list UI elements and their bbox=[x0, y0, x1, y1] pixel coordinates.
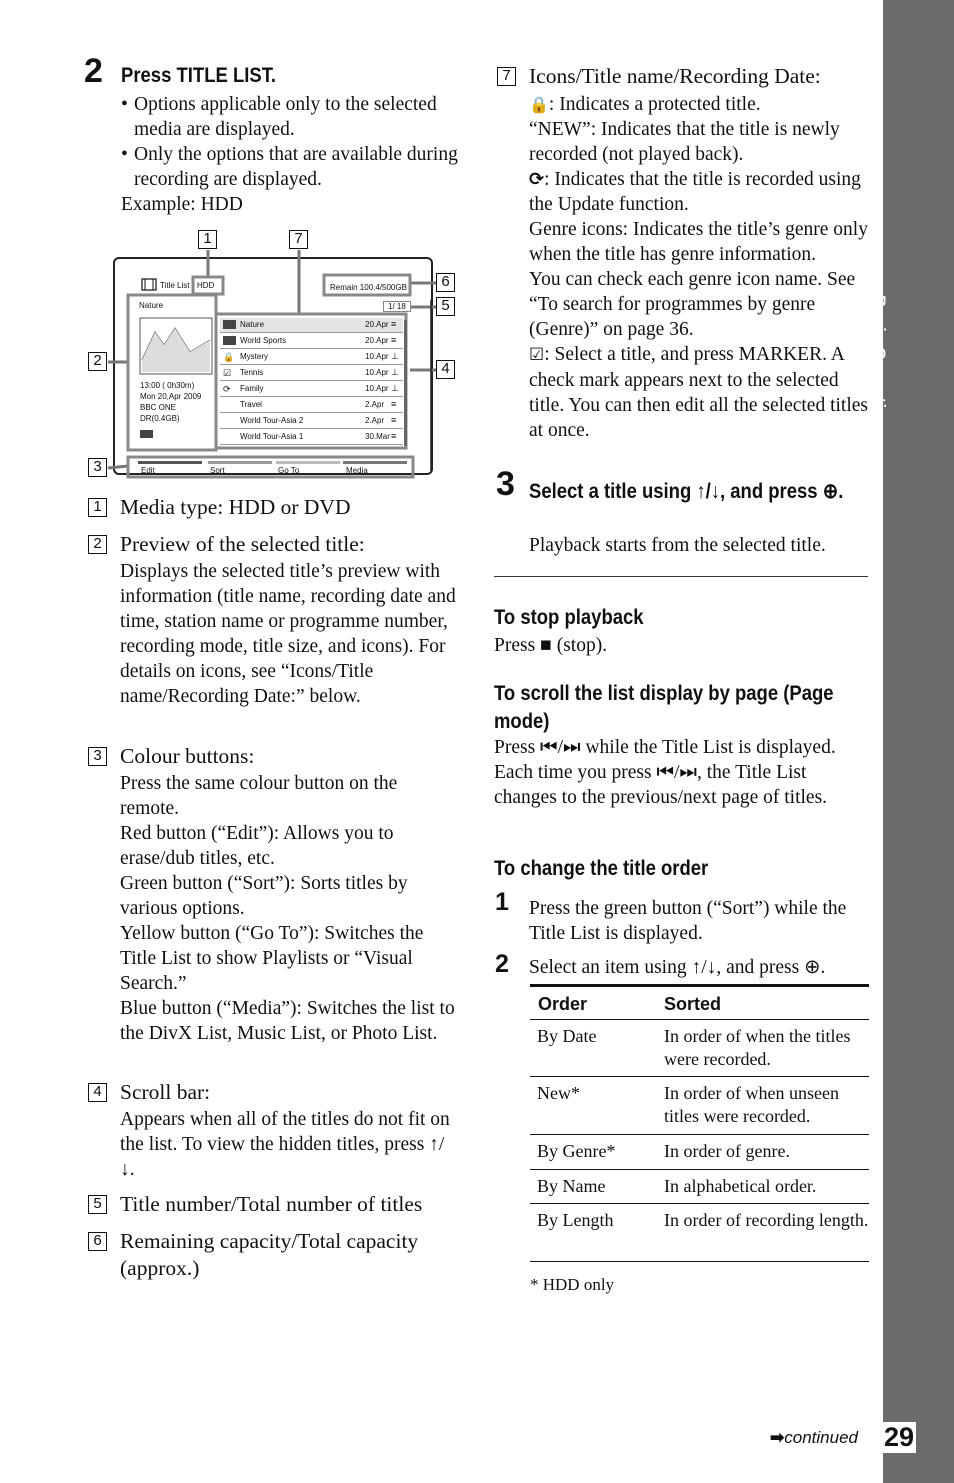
screen-row: ☑ Tennis 10.Apr ⊥ bbox=[220, 366, 403, 381]
callout-6: 6 bbox=[436, 273, 455, 292]
callout-4: 4 bbox=[436, 360, 455, 379]
item-4-title: Scroll bar: bbox=[120, 1080, 211, 1104]
screen-counter: 1/ 18 bbox=[383, 301, 411, 312]
table-row: By Date In order of when the titles were recorded. bbox=[530, 1020, 869, 1077]
example-label: Example: HDD bbox=[121, 194, 243, 215]
item-7-number: 7 bbox=[497, 67, 516, 86]
divider bbox=[494, 576, 868, 577]
screen-row: World Tour-Asia 2 2.Apr ≡ bbox=[220, 414, 403, 429]
check-icon: ☑ bbox=[529, 345, 545, 365]
update-icon: ⟳ bbox=[223, 384, 231, 394]
side-tab-label: Basic Operations bbox=[870, 295, 889, 440]
step-3-title: Select a title using ↑/↓, and press ⊕. bbox=[529, 480, 844, 503]
item-3-desc: Press the same colour button on the remote. Red button (“Edit”): Allows you to erase/dub titles, etc. Green button (“Sort”): Sorts titles by various options. Yellow button (“Go To”): Switches the Title List to show Playlists or “Visual Search.” Blue button (“Media”): Switches the list to the DivX List, Music List, or Photo List. bbox=[120, 773, 455, 1044]
item-6-number: 6 bbox=[88, 1232, 107, 1251]
table-row: New* In order of when unseen titles were recorded. bbox=[530, 1077, 869, 1135]
callout-7: 7 bbox=[289, 230, 308, 249]
screen-preview-title: Nature bbox=[139, 301, 164, 310]
new-icon bbox=[223, 320, 236, 329]
side-tab bbox=[883, 0, 954, 1483]
item-2-desc: Displays the selected title’s preview with information (title name, recording date and time, station name or programme number, recording mode, title size, and icons). For details on icons, see “Icons/Title name/Recording Date:” below. bbox=[120, 561, 456, 707]
order-heading: To change the title order bbox=[494, 857, 709, 880]
new-icon bbox=[223, 336, 236, 345]
item-2-number: 2 bbox=[88, 535, 107, 554]
step-2-bullet-1: • Options applicable only to the selected media are displayed. • Only the options that are available during recording are displayed. Example: HDD bbox=[121, 92, 461, 217]
item-1-title: Media type: HDD or DVD bbox=[120, 495, 351, 519]
step-3-number: 3 bbox=[496, 465, 515, 503]
order-step-2-number: 2 bbox=[495, 950, 509, 978]
screen-preview-info: 13:00 ( 0h30m) Mon 20,Apr 2009 BBC ONE DR(0.4GB) bbox=[140, 381, 202, 423]
item-3-number: 3 bbox=[88, 747, 107, 766]
screen-button-edit: Edit bbox=[141, 466, 155, 475]
lock-icon: 🔒 bbox=[223, 352, 235, 362]
step-2-title: Press TITLE LIST. bbox=[121, 64, 277, 87]
item-3-title: Colour buttons: bbox=[120, 744, 255, 768]
screen-row: World Tour-Asia 1 30.Mar ≡ bbox=[220, 430, 403, 445]
screen-row: Nature 20.Apr ≡ bbox=[220, 318, 403, 333]
screen-button-media: Media bbox=[346, 466, 368, 475]
item-6-title: Remaining capacity/Total capacity (approx.) bbox=[120, 1229, 419, 1280]
table-row: By Genre* In order of genre. bbox=[530, 1135, 869, 1170]
screen-button-sort: Sort bbox=[210, 466, 225, 475]
item-7-title: Icons/Title name/Recording Date: bbox=[529, 64, 821, 88]
step-2-bullet-2: Only the options that are available during recording are displayed. bbox=[134, 144, 458, 190]
screen-row: Travel 2.Apr ≡ bbox=[220, 398, 403, 413]
callout-3: 3 bbox=[88, 458, 107, 477]
order-step-1-text: Press the green button (“Sort”) while the Title List is displayed. bbox=[529, 898, 847, 944]
screen-row: 🔒 Mystery 10.Apr ⊥ bbox=[220, 350, 403, 365]
item-1-number: 1 bbox=[88, 498, 107, 517]
item-5-number: 5 bbox=[88, 1195, 107, 1214]
table-header: Order Sorted bbox=[530, 984, 869, 1020]
new-icon bbox=[140, 430, 153, 438]
step-2-number: 2 bbox=[84, 52, 103, 90]
page-number: 29 bbox=[884, 1422, 915, 1452]
stop-text: Press ■ (stop). bbox=[494, 635, 608, 656]
item-2-title: Preview of the selected title: bbox=[120, 532, 365, 556]
step-3-desc: Playback starts from the selected title. bbox=[529, 535, 826, 556]
scroll-heading: To scroll the list display by page (Page mode) bbox=[494, 682, 834, 733]
continued-label: ➡continued bbox=[770, 1428, 858, 1447]
screen-button-goto: Go To bbox=[278, 466, 300, 475]
callout-5: 5 bbox=[436, 297, 455, 316]
callout-1: 1 bbox=[198, 230, 217, 249]
scroll-text: Press ⏮/⏭ while the Title List is displayed. Each time you press ⏮/⏭, the Title List changes to the previous/next page of titles. bbox=[494, 737, 836, 808]
order-step-1-number: 1 bbox=[495, 888, 509, 916]
order-step-2-text: Select an item using ↑/↓, and press ⊕. bbox=[529, 957, 826, 978]
screen-remain-label: Remain 100.4/500GB bbox=[330, 283, 407, 292]
lock-icon: 🔒 bbox=[529, 95, 549, 114]
footnote: * HDD only bbox=[530, 1275, 615, 1294]
table-row: By Length In order of recording length. bbox=[530, 1204, 869, 1262]
item-7-desc: 🔒: Indicates a protected title. “NEW”: Indicates that the title is newly recorded (not played back). ⟳: Indicates that the title is recorded using the Update function. Genre icons: Indicates the title’s genre only when the title has genre information. You can check each genre icon name. See “To search for programmes by genre (Genre)” on page 36. ☑: Select a title, and press MARKER. A check mark appears next to the selected title. You can then edit all the selected titles at once. bbox=[529, 94, 869, 441]
item-4-desc: Appears when all of the titles do not fit on the list. To view the hidden titles, press ↑/↓. bbox=[120, 1109, 450, 1180]
callout-2: 2 bbox=[88, 352, 107, 371]
update-icon: ⟳ bbox=[529, 169, 545, 190]
screen-title-list-label: Title List bbox=[160, 281, 190, 290]
sort-order-table bbox=[530, 984, 869, 1262]
screen-row: World Sports 20.Apr ≡ bbox=[220, 334, 403, 349]
stop-heading: To stop playback bbox=[494, 606, 644, 629]
item-5-title: Title number/Total number of titles bbox=[120, 1192, 423, 1216]
table-row: By Name In alphabetical order. bbox=[530, 1170, 869, 1204]
screen-row: ⟳ Family 10.Apr ⊥ bbox=[220, 382, 403, 397]
check-icon: ☑ bbox=[223, 368, 232, 378]
item-4-number: 4 bbox=[88, 1083, 107, 1102]
arrow-right-icon: ➡ bbox=[770, 1428, 785, 1447]
screen-media-label: HDD bbox=[197, 281, 215, 290]
